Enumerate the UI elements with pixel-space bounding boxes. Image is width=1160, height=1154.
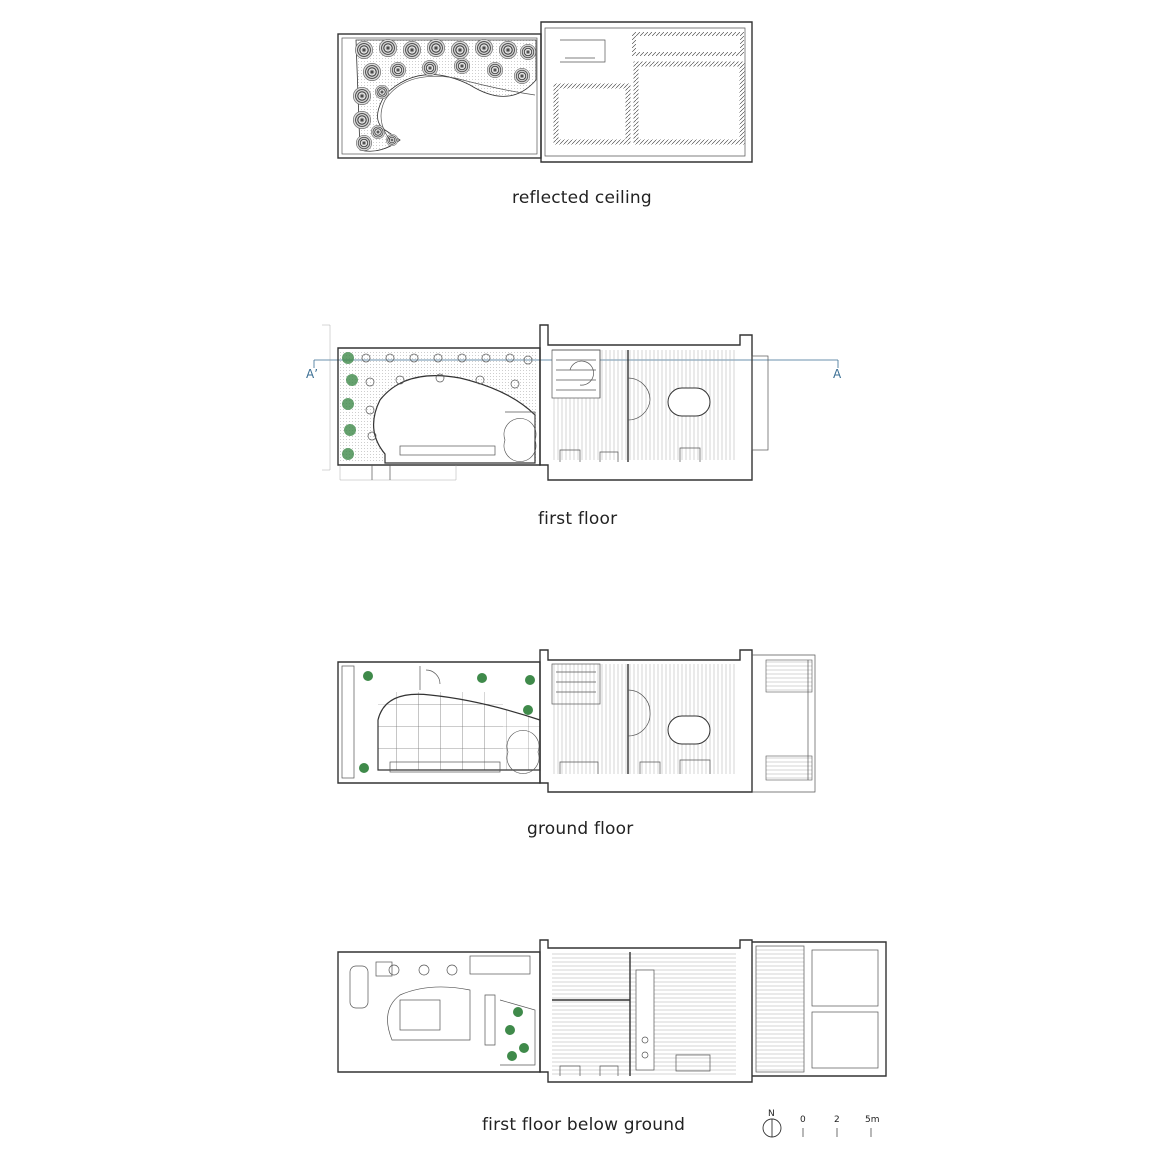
north-label: N (768, 1109, 775, 1119)
scale-tick-2: 2 (834, 1115, 840, 1125)
scale-bar (763, 1109, 880, 1137)
scale-tick-0: 0 (800, 1115, 806, 1125)
section-label-left: A’ (306, 367, 319, 381)
section-label-right: A (833, 367, 842, 381)
caption-first-floor-below-ground: first floor below ground (482, 1115, 686, 1135)
plan-reflected-ceiling (338, 22, 752, 162)
plan-first-floor-below-ground (338, 940, 886, 1082)
basement-plants (505, 1007, 529, 1061)
scale-tick-5m: 5m (865, 1115, 880, 1125)
plan-first-floor (306, 325, 842, 480)
caption-reflected-ceiling: reflected ceiling (512, 188, 652, 208)
caption-ground-floor: ground floor (527, 819, 634, 839)
ceiling-lamp-field (353, 39, 536, 151)
plan-ground-floor (338, 650, 815, 792)
caption-first-floor: first floor (538, 509, 618, 529)
